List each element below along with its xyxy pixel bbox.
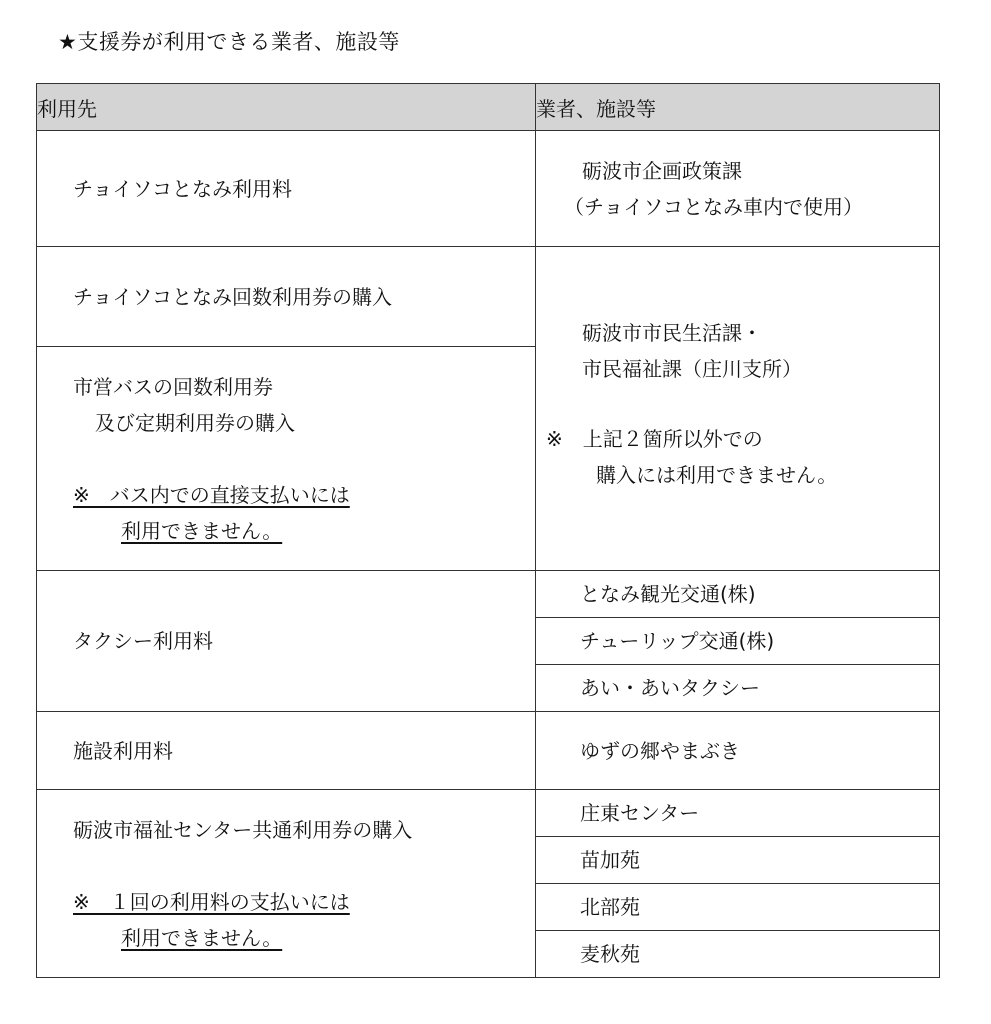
use-note xyxy=(73,477,535,513)
vendor-table xyxy=(36,83,940,978)
vendor-label: 庄東センター xyxy=(580,801,700,825)
table-row xyxy=(37,712,940,790)
vendor-label: 砺波市市民生活課・ xyxy=(582,321,762,345)
vendor-cell xyxy=(536,571,940,618)
vendor-label: チューリップ交通(株) xyxy=(580,629,775,653)
use-cell xyxy=(37,571,536,712)
vendor-cell xyxy=(536,837,940,884)
vendor-label: ゆずの郷やまぶき xyxy=(580,738,740,763)
vendor-label: （チョイソコとなみ車内で使用） xyxy=(564,194,863,219)
use-label: タクシー利用料 xyxy=(73,629,213,653)
vendor-cell xyxy=(536,931,940,978)
vendor-label: 北部苑 xyxy=(580,895,640,919)
table-header-row xyxy=(37,84,940,131)
use-label: 施設利用料 xyxy=(73,738,173,763)
vendor-note: ※ 上記２箇所以外での xyxy=(546,427,763,451)
use-cell xyxy=(37,347,536,571)
vendor-cell xyxy=(536,618,940,665)
vendor-cell xyxy=(536,712,940,790)
use-label: 及び定期利用券の購入 xyxy=(95,411,295,435)
use-cell xyxy=(37,712,536,790)
use-note-text: ※ １回の利用料の支払いには xyxy=(73,889,350,914)
use-cell xyxy=(37,247,536,347)
use-note xyxy=(73,920,535,956)
page-title: ★支援券が利用できる業者、施設等 xyxy=(58,30,400,54)
vendor-label: 砺波市企画政策課 xyxy=(582,158,742,183)
vendor-label: 苗加苑 xyxy=(580,848,640,872)
table-row xyxy=(37,247,940,347)
use-cell xyxy=(37,131,536,247)
use-note-text: 利用できません。 xyxy=(121,519,283,543)
use-note xyxy=(73,513,535,549)
use-label: チョイソコとなみ利用料 xyxy=(73,176,292,201)
table-row xyxy=(37,131,940,247)
vendor-label: 麦秋苑 xyxy=(580,942,640,966)
use-label: 砺波市福祉センター共通利用券の購入 xyxy=(73,817,413,842)
vendor-label: となみ観光交通(株) xyxy=(580,582,756,606)
use-label: チョイソコとなみ回数利用券の購入 xyxy=(73,284,392,309)
header-vendor: 業者、施設等 xyxy=(536,84,940,131)
use-cell xyxy=(37,790,536,978)
vendor-cell xyxy=(536,247,940,571)
use-note xyxy=(73,884,535,920)
vendor-label: 市民福祉課（庄川支所） xyxy=(582,357,802,381)
vendor-cell xyxy=(536,665,940,712)
table-row xyxy=(37,571,940,618)
vendor-cell xyxy=(536,884,940,931)
vendor-label: あい・あいタクシー xyxy=(580,676,760,700)
use-note-text: ※ バス内での直接支払いには xyxy=(73,483,350,507)
use-label: 市営バスの回数利用券 xyxy=(73,375,273,399)
vendor-cell xyxy=(536,790,940,837)
header-use: 利用先 xyxy=(37,84,536,131)
use-note-text: 利用できません。 xyxy=(121,925,283,950)
table-row xyxy=(37,790,940,837)
vendor-cell xyxy=(536,131,940,247)
vendor-note: 購入には利用できません。 xyxy=(596,463,838,487)
